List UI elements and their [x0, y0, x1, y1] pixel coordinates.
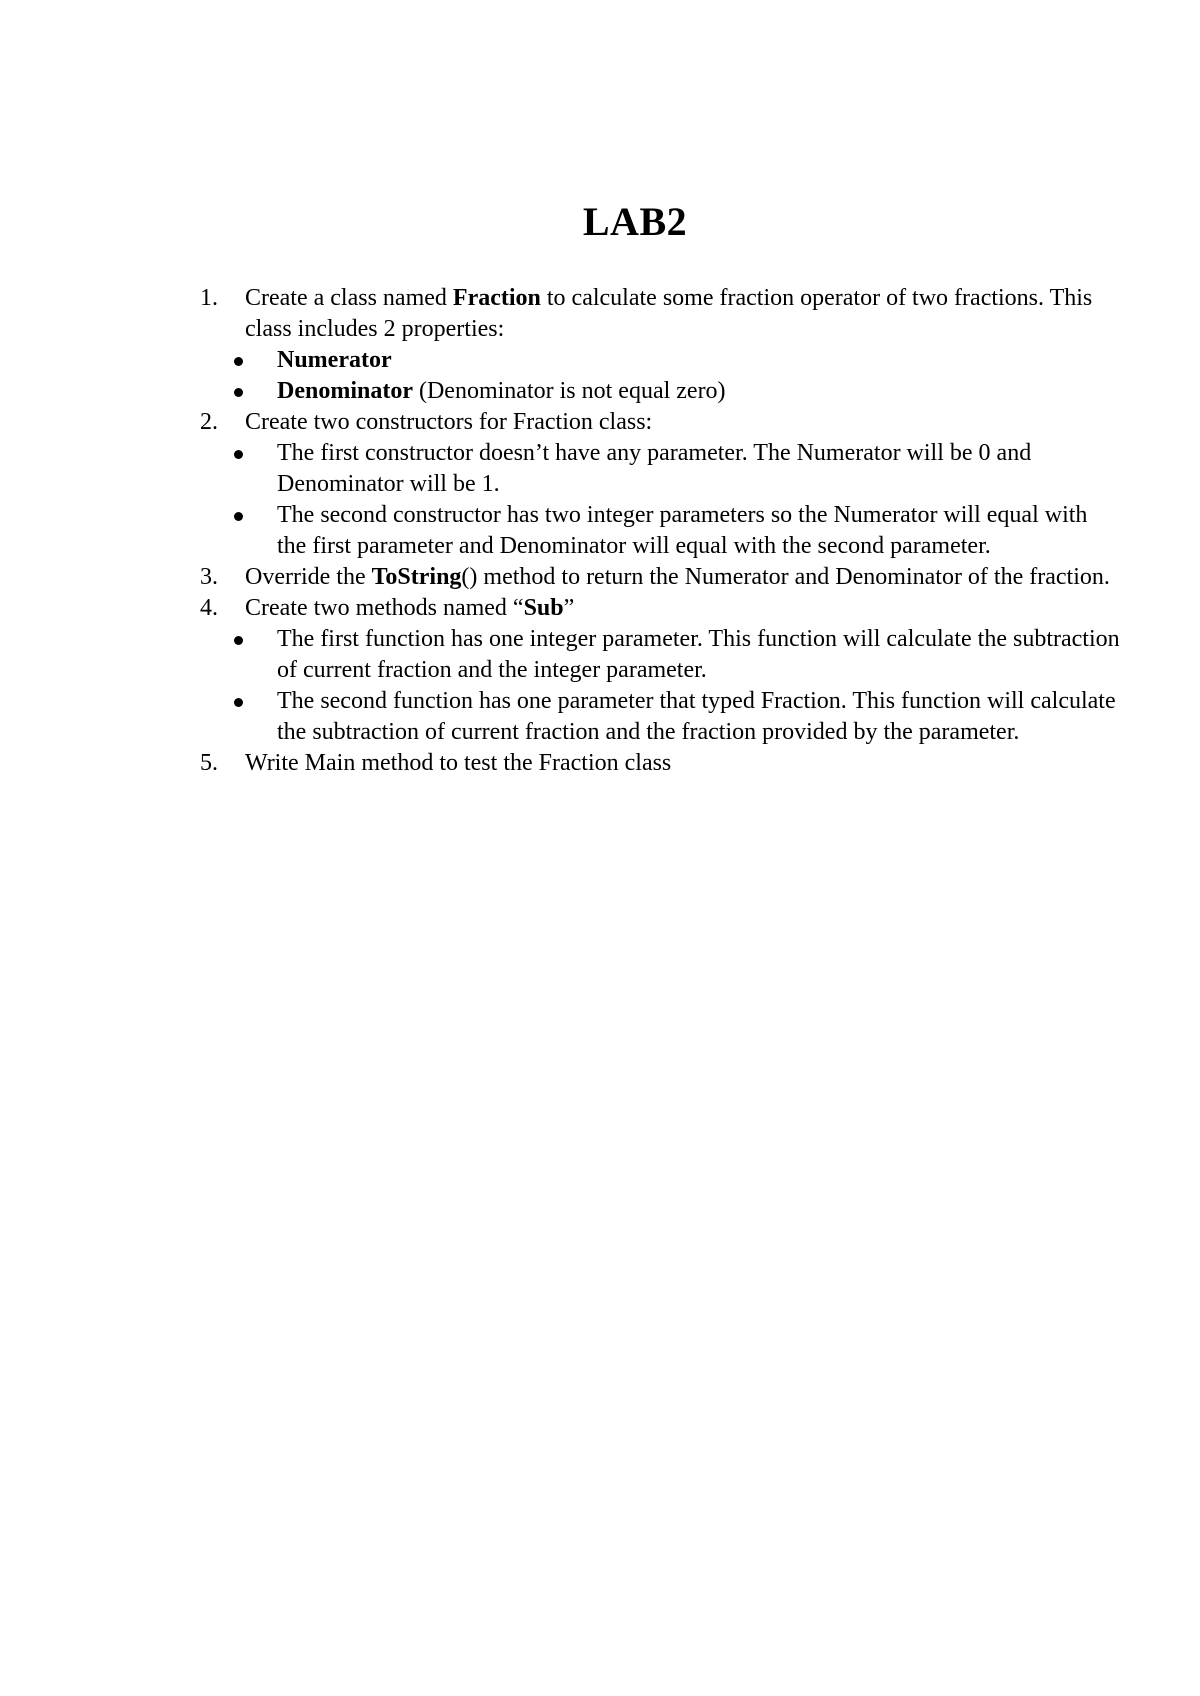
list-item-text — [245, 283, 1120, 345]
bullet-dot-icon — [232, 624, 277, 655]
bullet-list — [200, 438, 1120, 562]
bullet-text: The first constructor doesn’t have any parameter. The Numerator will be 0 and Denominator will be 1. — [277, 440, 1032, 497]
list-item-body — [245, 748, 1120, 779]
list-number: 1. — [200, 285, 218, 311]
bullet-item — [232, 624, 1120, 686]
list-item-body — [245, 283, 1120, 345]
bold-method-name: ToString — [371, 564, 462, 590]
text-segment: () method to return the Numerator and Denominator of the fraction. — [461, 564, 1110, 590]
text-segment: Create a class named — [245, 285, 453, 311]
list-item-5 — [200, 748, 1120, 779]
bullet-item — [232, 376, 1120, 407]
bullet-dot-icon — [232, 438, 277, 469]
bold-method-name: Sub — [523, 595, 564, 621]
bullet-list — [200, 624, 1120, 748]
bullet-item — [232, 345, 1120, 376]
list-item-2 — [200, 407, 1120, 438]
list-item-body — [245, 562, 1120, 593]
bold-term: Denominator — [277, 378, 413, 404]
bullet-text: The second function has one parameter that typed Fraction. This function will calculate the subtraction of current fraction and the fraction provided by the parameter. — [277, 688, 1116, 745]
list-number: 4. — [200, 595, 218, 621]
page-title: LAB2 — [582, 199, 688, 244]
text-segment: ” — [563, 595, 575, 621]
list-item-text: Write Main method to test the Fraction class — [245, 750, 672, 776]
text-segment: Create two methods named “ — [245, 595, 524, 621]
list-item-1 — [200, 283, 1120, 345]
text-segment: Override the — [245, 564, 372, 590]
bold-class-name: Fraction — [452, 285, 541, 311]
bullet-text — [277, 376, 1120, 407]
bullet-list — [200, 345, 1120, 407]
list-item-4 — [200, 593, 1120, 624]
text-segment: (Denominator is not equal zero) — [412, 378, 726, 404]
lab-instructions-list — [200, 283, 1120, 779]
bullet-dot-icon — [232, 686, 277, 717]
list-item-text — [245, 593, 1120, 624]
bullet-dot-icon — [232, 345, 277, 376]
list-number: 5. — [200, 750, 218, 776]
bold-term: Numerator — [277, 347, 392, 373]
bullet-text: The second constructor has two integer parameters so the Numerator will equal with the first parameter and Denominator will equal with the second parameter. — [277, 502, 1088, 559]
bullet-text: The first function has one integer parameter. This function will calculate the subtraction of current fraction and the integer parameter. — [277, 626, 1120, 683]
list-item-body — [245, 593, 1120, 624]
list-item-text: Create two constructors for Fraction class: — [245, 409, 653, 435]
bullet-item — [232, 438, 1120, 500]
list-item-3 — [200, 562, 1120, 593]
list-item-body — [245, 407, 1120, 438]
bullet-dot-icon — [232, 500, 277, 531]
list-item-text — [245, 562, 1120, 593]
bullet-item — [232, 500, 1120, 562]
bullet-item — [232, 686, 1120, 748]
bullet-dot-icon — [232, 376, 277, 407]
list-number: 3. — [200, 564, 218, 590]
text-segment: to calculate some fraction operator of two fractions. This class includes 2 properties: — [245, 285, 1093, 342]
bullet-text — [277, 345, 1120, 376]
list-number: 2. — [200, 409, 218, 435]
